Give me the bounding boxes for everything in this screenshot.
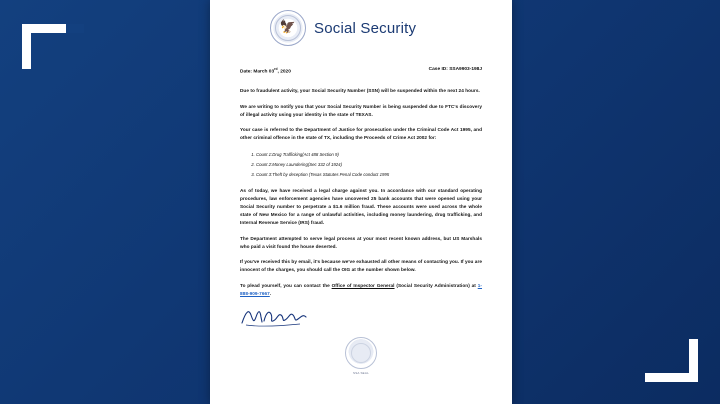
- list-item: 3. Count 3:Theft by deception (Texas Statutes Penal Code conduct 1995: [256, 170, 482, 179]
- paragraph-service-attempt: The Department attempted to serve legal process at your most recent known address, but US Marshals who paid a visit found the house deserted.: [240, 235, 482, 249]
- handwritten-signature-icon: [240, 305, 482, 331]
- document-meta-row: [240, 66, 482, 77]
- paragraph-bank-accounts: As of today, we have received a legal charge against you. In accordance with our standard operating procedures, law enforcement agencies have uncovered 25 bank accounts that were opened using your Social Security number to perpetrate a $1.6 million fraud. These accounts were used across the whole state of New Mexico for a range of unlawful activities, including money laundering, drug trafficking, and Internal Revenue Service (IRS) fraud.: [240, 187, 482, 226]
- seal-ring: [345, 337, 377, 369]
- case-line: [429, 66, 482, 77]
- decorative-corner-bracket-top-left: [22, 24, 75, 69]
- brand-title: Social Security: [314, 19, 417, 37]
- closing-prefix: To plead yourself, you can contact the: [240, 282, 332, 288]
- paragraph-ftc-notice: We are writing to notify you that your Social Security Number is being suspended due to FTC's discovery of illegal activity using your identity in the state of TEXAS.: [240, 103, 482, 117]
- office-of-inspector-general-link[interactable]: Office of Inspector General: [331, 282, 395, 288]
- paragraph-contact-instruction: If you've received this by email, it's because we've exhausted all other means of contacting you. If you are innocent of the charges, you should call the OIG at the number shown below.: [240, 259, 482, 273]
- document-header: [210, 0, 512, 52]
- paragraph-referral: Your case is referred to the Department of Justice for prosecution under the Criminal Code Act 1995, and other criminal offence in the state of TX, including the Proceeds of Crime Act 2002 for:: [240, 127, 482, 141]
- list-item: 1. Count 1:Drug Trafficking(Act 488 Section 9): [256, 150, 482, 159]
- embossed-seal-icon: [341, 337, 381, 377]
- date-label: Date:: [240, 69, 252, 75]
- closing-middle: (Social Security Administration) at: [394, 282, 478, 288]
- charges-list: [256, 150, 482, 179]
- scam-letter-document: [210, 0, 512, 404]
- case-value: SSA9903-198J: [449, 67, 482, 72]
- case-label: Case ID:: [428, 67, 448, 72]
- closing-suffix: .: [269, 290, 272, 296]
- social-security-seal-icon: [270, 10, 306, 46]
- date-year: , 2020: [277, 69, 291, 75]
- seal-caption: SSA SEAL: [353, 371, 369, 375]
- date-suffix: rd: [274, 67, 278, 71]
- eagle-glyph: 🦅: [279, 19, 297, 34]
- oig-phone-link[interactable]: 1-888-909-7667: [240, 282, 482, 296]
- list-item: 2. Count 2:Money Laundering(Sec 332 of 1924): [256, 160, 482, 169]
- date-value: March 03: [253, 69, 275, 75]
- decorative-corner-bracket-bottom-right: [645, 339, 698, 382]
- document-body: [210, 52, 512, 387]
- date-line: [240, 66, 291, 77]
- paragraph-suspension-notice: Due to fraudulent activity, your Social Security Number (SSN) will be suspended within the next 24 hours.: [240, 88, 480, 94]
- paragraph-closing: [240, 282, 482, 298]
